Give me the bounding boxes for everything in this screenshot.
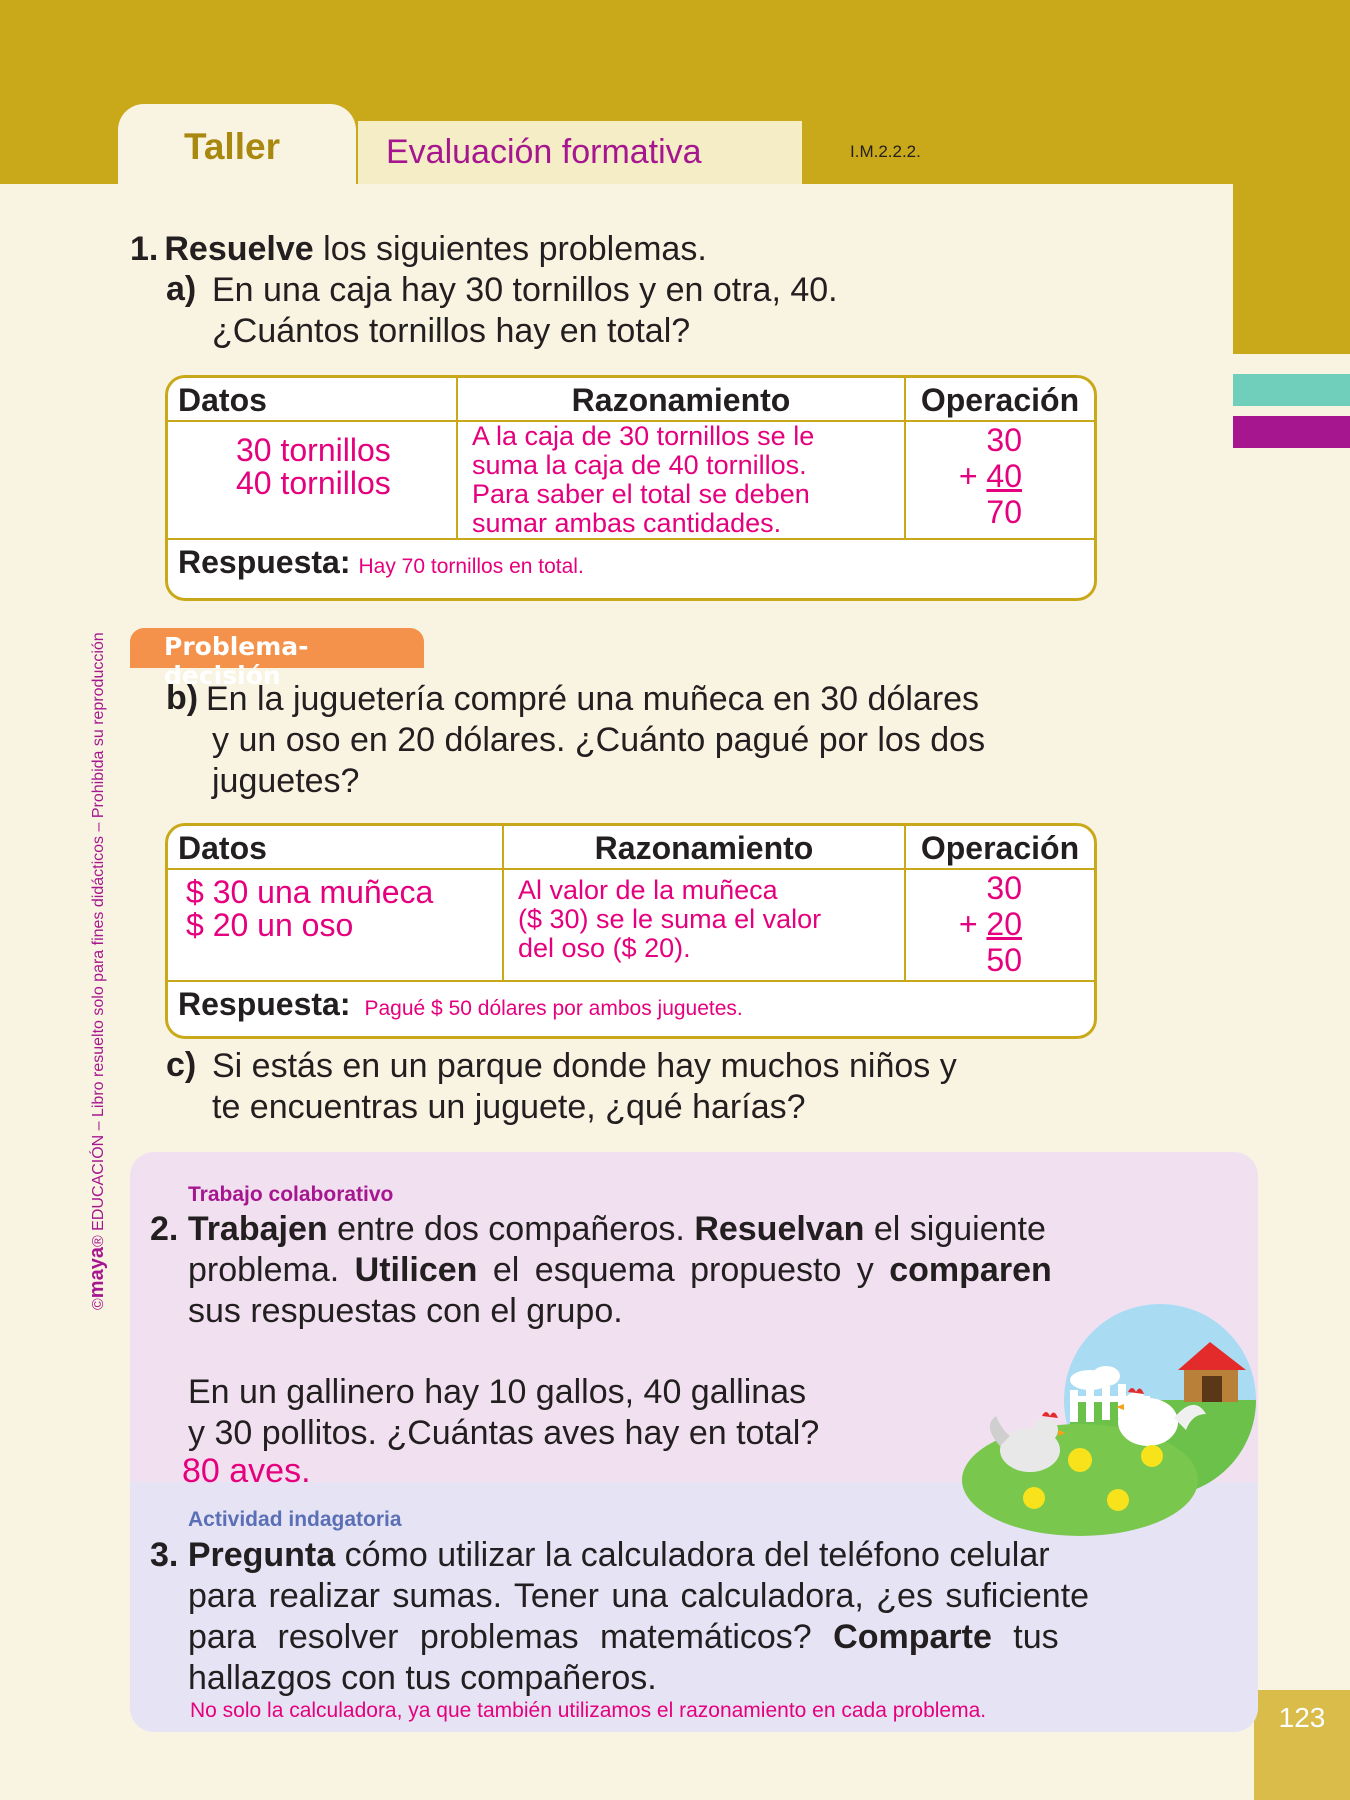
teal-stripe (1233, 374, 1350, 406)
qc-label: c) (166, 1046, 197, 1084)
table-a-header-razonamiento: Razonamiento (458, 378, 906, 422)
q2-text-2: el siguiente (864, 1210, 1046, 1248)
q2-problem-line-1: En un gallinero hay 10 gallos, 40 gallinas (188, 1373, 807, 1411)
section-label-actividad-indagatoria: Actividad indagatoria (188, 1508, 402, 1531)
tab-taller-label: Taller (184, 126, 280, 167)
tab-evaluacion (358, 121, 802, 184)
q2-text-1: entre dos compañeros. (327, 1210, 695, 1248)
table-a-razon-line-4: sumar ambas cantidades. (472, 508, 782, 538)
q3-text-3: para resolver problemas matemáticos? (188, 1618, 834, 1656)
table-a-respuesta-row (168, 540, 1094, 598)
table-b-header-operacion: Operación (906, 826, 1094, 870)
table-a-dato-2: 40 tornillos (236, 465, 391, 501)
q3-line-3 (188, 1617, 1059, 1658)
page-number: 123 (1278, 1702, 1326, 1733)
q3-number: 3. (150, 1536, 179, 1574)
table-a-header-operacion: Operación (906, 378, 1094, 422)
q1a-label: a) (166, 270, 197, 308)
q2-line-2 (188, 1250, 1052, 1291)
table-b-operacion-cell (906, 870, 1094, 982)
table-a-razon-line-1: A la caja de 30 tornillos se le (472, 421, 815, 451)
q3-line-1 (150, 1535, 1050, 1576)
q3-word-comparte: Comparte (833, 1618, 992, 1656)
section-label-trabajo-colaborativo: Trabajo colaborativo (188, 1183, 394, 1206)
farm-illustration (930, 1300, 1266, 1540)
question-1-heading (130, 229, 707, 270)
qc-line-1: Si estás en un parque donde hay muchos niños y (212, 1047, 957, 1085)
table-b-header-razonamiento: Razonamiento (504, 826, 906, 870)
table-b-respuesta-row (168, 982, 1094, 1036)
table-a-op-result: 70 (986, 494, 1022, 530)
table-a-operacion-cell (906, 422, 1094, 540)
table-b-datos-cell (168, 870, 504, 982)
table-a-datos-cell (168, 422, 458, 540)
table-b-dato-2: $ 20 un oso (186, 907, 354, 943)
table-a-header-datos: Datos (168, 378, 458, 422)
qb-label: b) (166, 679, 199, 717)
table-b-respuesta-label: Respuesta: (178, 986, 351, 1022)
q2-word-utilicen: Utilicen (354, 1251, 478, 1289)
q2-line-3: sus respuestas con el grupo. (188, 1292, 623, 1330)
qc-line-2: te encuentras un juguete, ¿qué harías? (212, 1088, 806, 1126)
table-a-op-plus: + (958, 458, 987, 494)
indicator-code: I.M.2.2.2. (850, 142, 921, 161)
problema-decision-tag: Problema-decisión (130, 628, 424, 668)
q1-verb: Resuelve (164, 230, 314, 268)
table-b-op-result: 50 (986, 942, 1022, 978)
table-a (165, 375, 1097, 601)
q3-answer: No solo la calculadora, ya que también utilizamos el razonamiento en cada problema. (190, 1699, 987, 1722)
q2-text-3: problema. (188, 1251, 355, 1289)
q2-text-4: el esquema propuesto y (477, 1251, 890, 1289)
q2-answer: 80 aves. (182, 1452, 311, 1490)
tab-taller (118, 104, 356, 184)
qb-line-3: juguetes? (212, 762, 360, 800)
q1-text: los siguientes problemas. (313, 230, 707, 268)
qb-line-2: y un oso en 20 dólares. ¿Cuánto pagué por los dos (212, 721, 986, 759)
q1-number: 1. (130, 230, 159, 268)
brand-name: maya (86, 1247, 108, 1299)
right-edge-band (1233, 184, 1350, 354)
q3-text-4: tus (991, 1618, 1059, 1656)
q3-text-1: cómo utilizar la calculadora del teléfono celular (335, 1536, 1050, 1574)
table-b-dato-1: $ 30 una muñeca (186, 874, 434, 910)
table-a-dato-1: 30 tornillos (236, 432, 391, 468)
table-a-op-first: 30 (986, 422, 1022, 458)
table-a-respuesta-value: Hay 70 tornillos en total. (358, 555, 584, 578)
table-b-razon-line-2: ($ 30) se le suma el valor (518, 904, 822, 934)
copyright-mark: © (90, 1298, 107, 1310)
q2-number: 2. (150, 1210, 179, 1248)
table-a-razon-line-2: suma la caja de 40 tornillos. (472, 450, 807, 480)
q2-line-1 (150, 1209, 1046, 1250)
q2-problem-line-2: y 30 pollitos. ¿Cuántas aves hay en total? (188, 1414, 820, 1452)
q2-word-trabajen: Trabajen (187, 1210, 328, 1248)
copyright-notice: ® EDUCACIÓN – Libro resuelto solo para fines didácticos – Prohibida su reproducción (90, 632, 107, 1248)
q2-word-resuelvan: Resuelvan (694, 1210, 865, 1248)
table-b (165, 823, 1097, 1039)
table-b-op-second: 20 (986, 906, 1022, 942)
q2-word-comparen: comparen (889, 1251, 1052, 1289)
table-a-op-second: 40 (986, 458, 1022, 494)
table-a-razon-line-3: Para saber el total se deben (472, 479, 810, 509)
table-b-razon-line-3: del oso ($ 20). (518, 933, 691, 963)
copyright-side-text (86, 632, 109, 1310)
q3-word-pregunta: Pregunta (187, 1536, 336, 1574)
table-b-op-first: 30 (986, 870, 1022, 906)
q1a-line-1: En una caja hay 30 tornillos y en otra, 40. (212, 271, 838, 309)
table-b-header-datos: Datos (168, 826, 504, 870)
qb-line-1: En la juguetería compré una muñeca en 30 dólares (206, 680, 980, 718)
table-a-razonamiento-cell (458, 422, 906, 540)
table-b-razonamiento-cell (504, 870, 906, 982)
table-a-respuesta-label: Respuesta: (178, 544, 351, 580)
table-b-respuesta-value: Pagué $ 50 dólares por ambos juguetes. (364, 997, 743, 1020)
tab-evaluacion-label: Evaluación formativa (386, 133, 702, 171)
q3-line-4: hallazgos con tus compañeros. (188, 1659, 657, 1697)
table-b-op-plus: + (958, 906, 987, 942)
q3-line-2: para realizar sumas. Tener una calculadora, ¿es suficiente (188, 1577, 1090, 1615)
magenta-stripe (1233, 416, 1350, 448)
table-b-razon-line-1: Al valor de la muñeca (518, 875, 778, 905)
q1a-line-2: ¿Cuántos tornillos hay en total? (212, 312, 691, 350)
